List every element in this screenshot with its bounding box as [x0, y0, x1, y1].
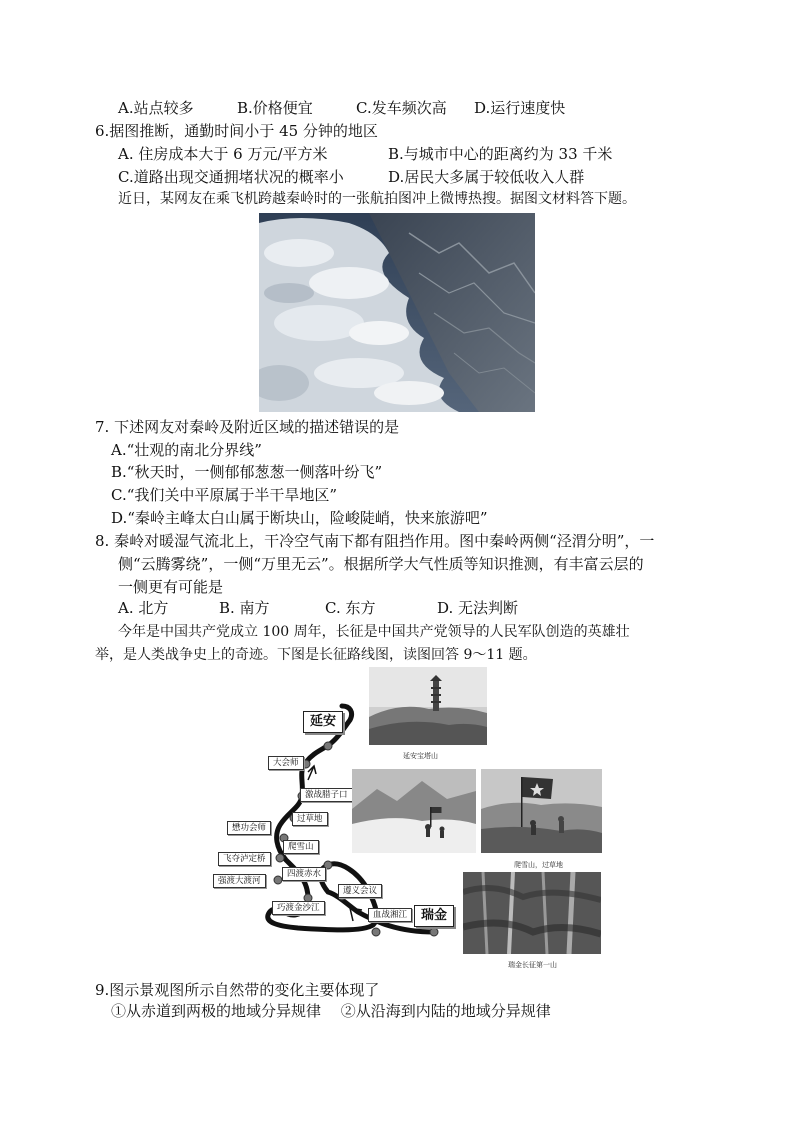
q8-stem-line1: 8. 秦岭对暖湿气流北上，干冷空气南下都有阻挡作用。图中秦岭两侧“泾渭分明”，一: [95, 532, 655, 550]
q6-option-d: D.居民大多属于较低收入人群: [388, 168, 585, 186]
q8-option-c: C. 东方: [325, 599, 376, 617]
grassland-flag-photo: [481, 769, 602, 853]
q7-stem: 7. 下述网友对秦岭及附近区域的描述错误的是: [95, 418, 400, 436]
snow-mountain-photo: [352, 769, 476, 853]
map-station-daduhe: 强渡大渡河: [213, 874, 266, 888]
qinling-aerial-photo: [259, 213, 535, 412]
q5-option-c: C.发车频次高: [356, 99, 447, 117]
ruijin-forest-photo: [463, 872, 601, 954]
map-station-chishui: 四渡赤水: [282, 867, 326, 881]
map-station-dahuishi: 大会师: [268, 756, 304, 770]
q8-option-a: A. 北方: [118, 599, 169, 617]
q9-stem: 9.图示景观图所示自然带的变化主要体现了: [95, 981, 380, 999]
q5-option-a: A.站点较多: [118, 99, 194, 117]
map-station-lazikou: 激战腊子口: [300, 788, 353, 802]
map-station-ludingqiao: 飞夺泸定桥: [218, 852, 271, 866]
q8-option-b: B. 南方: [219, 599, 270, 617]
q8-option-d: D. 无法判断: [437, 599, 519, 617]
baota-mountain-photo: [369, 667, 487, 745]
q7-option-a: A.“壮观的南北分界线”: [111, 441, 262, 459]
map-label-yanan: 延安: [303, 711, 343, 733]
q7-option-c: C.“我们关中平原属于半干旱地区”: [111, 486, 338, 504]
intro-changzheng-line1: 今年是中国共产党成立 100 周年，长征是中国共产党领导的人民军队创造的英雄壮: [118, 624, 630, 640]
map-station-zunyi: 遵义会议: [338, 884, 382, 898]
caption-xueshan-caodi: 爬雪山，过草地: [514, 861, 563, 869]
map-station-jinshajiang: 巧渡金沙江: [272, 901, 325, 915]
q5-option-b: B.价格便宜: [237, 99, 313, 117]
q7-option-d: D.“秦岭主峰太白山属于断块山，险峻陡峭，快来旅游吧”: [111, 509, 488, 527]
intro-qinling: 近日，某网友在乘飞机跨越秦岭时的一张航拍图冲上微博热搜。据图文材料答下题。: [118, 191, 636, 207]
map-station-caodi: 过草地: [292, 812, 328, 826]
q5-option-d: D.运行速度快: [474, 99, 566, 117]
map-station-xueshan: 爬雪山: [283, 840, 319, 854]
q6-stem: 6.据图推断，通勤时间小于 45 分钟的地区: [95, 122, 378, 140]
caption-ruijin: 瑞金长征第一山: [508, 961, 557, 969]
q6-option-a: A. 住房成本大于 6 万元/平方米: [118, 145, 328, 163]
intro-changzheng-line2: 举，是人类战争史上的奇迹。下图是长征路线图，读图回答 9～11 题。: [95, 647, 537, 663]
map-station-maogong: 懋功会师: [227, 821, 271, 835]
q8-stem-line2: 侧“云腾雾绕”，一侧“万里无云”。根据所学大气性质等知识推测，有丰富云层的: [118, 555, 644, 573]
arrow-icon: [308, 766, 316, 780]
q8-stem-line3: 一侧更有可能是: [118, 578, 224, 596]
q6-option-c: C.道路出现交通拥堵状况的概率小: [118, 168, 344, 186]
q7-option-b: B.“秋天时，一侧郁郁葱葱一侧落叶纷飞”: [111, 463, 383, 481]
caption-baota: 延安宝塔山: [403, 752, 438, 760]
q9-options-line: ①从赤道到两极的地域分异规律 ②从沿海到内陆的地域分异规律: [111, 1002, 551, 1020]
q6-option-b: B.与城市中心的距离约为 33 千米: [388, 145, 613, 163]
map-station-xiangjiang: 血战湘江: [368, 908, 412, 922]
map-label-ruijin: 瑞金: [414, 905, 454, 927]
